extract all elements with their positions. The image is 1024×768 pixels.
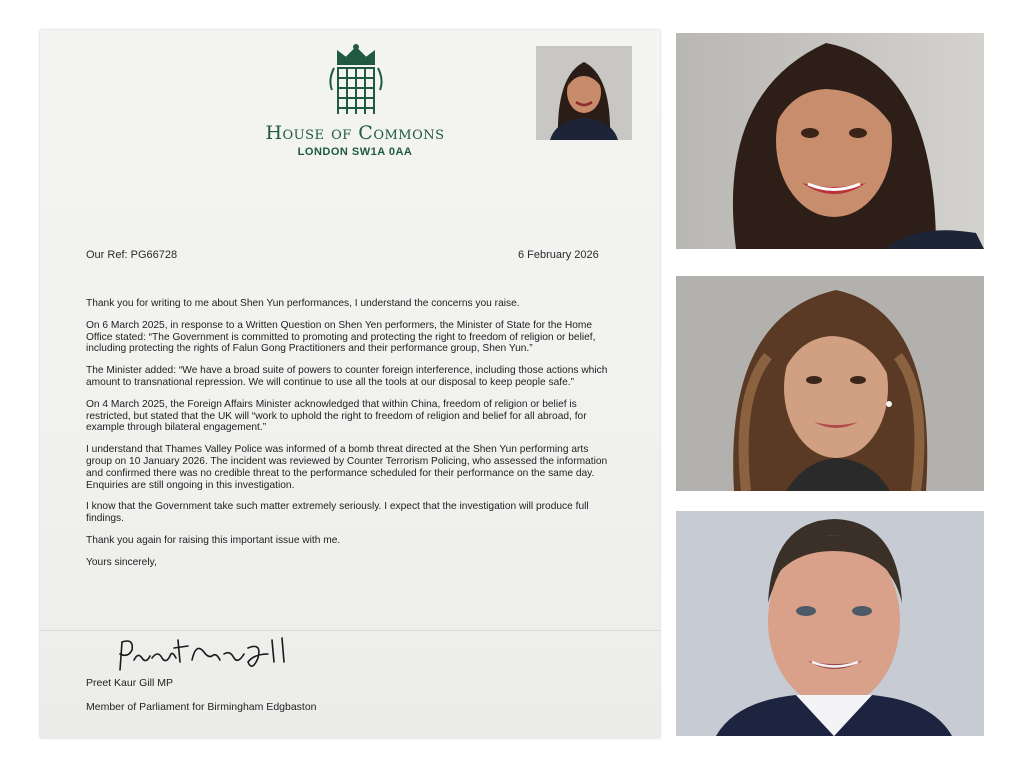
letter-paragraph: Yours sincerely, <box>86 556 157 568</box>
letter-paragraph: On 4 March 2025, the Foreign Affairs Minister acknowledged that within China, freedom of religion or belief is restricted, but stated that the UK will “work to uphold the right to freedom of religion and belief for all abroad, for example through bilateral engagement.” <box>86 398 587 434</box>
portrait-photo-bottom <box>676 511 984 736</box>
letter-date: 6 February 2026 <box>518 249 599 261</box>
letter-paragraph: I know that the Government take such matter extremely seriously. I expect that the investigation will produce full findings. <box>86 501 589 525</box>
letter-paragraph: The Minister added: “We have a broad suite of powers to counter foreign interference, including those actions which amount to transnational repression. We will continue to use all the tools at our disposal to keep people safe.” <box>86 365 608 388</box>
letterhead-organization: House of Commons <box>265 122 445 144</box>
signatory-role: Member of Parliament for Birmingham Edgbaston <box>86 701 317 713</box>
letter-reference: Our Ref: PG66728 <box>86 249 178 261</box>
letterhead-address: LONDON SW1A 0AA <box>297 146 413 158</box>
letter-paragraph: I understand that Thames Valley Police was informed of a bomb threat directed at the Shen Yun performing arts group on 10 January 2026. The incident was reviewed by Counter Terrorism Policing, who assessed the information and confirmed there was no credible threat to the performance scheduled for their performance on the same day. Enquiries are still ongoing in this investigation. <box>86 444 608 491</box>
handwritten-signature <box>112 632 312 674</box>
letter-paragraph: On 6 March 2025, in response to a Written Question on Shen Yen performers, the Minister of State for the Home Office stated: “The Government is committed to promoting and protecting the right to freedom of religion or belief, including protecting the rights of Falun Gong Practitioners and their performance group, Shen Yun.” <box>86 319 596 355</box>
letter-paragraph: Thank you again for raising this important issue with me. <box>86 534 341 546</box>
letter-document <box>40 30 660 738</box>
signatory-name: Preet Kaur Gill MP <box>86 677 173 689</box>
paper-fold-line <box>40 630 660 631</box>
portcullis-icon <box>326 44 386 116</box>
portrait-photo-top <box>676 33 984 249</box>
letter-paragraph: Thank you for writing to me about Shen Yun performances, I understand the concerns you raise. <box>86 298 520 309</box>
portrait-photo-middle <box>676 276 984 491</box>
letter-body <box>86 298 616 579</box>
letterhead-portrait-photo <box>536 46 632 140</box>
